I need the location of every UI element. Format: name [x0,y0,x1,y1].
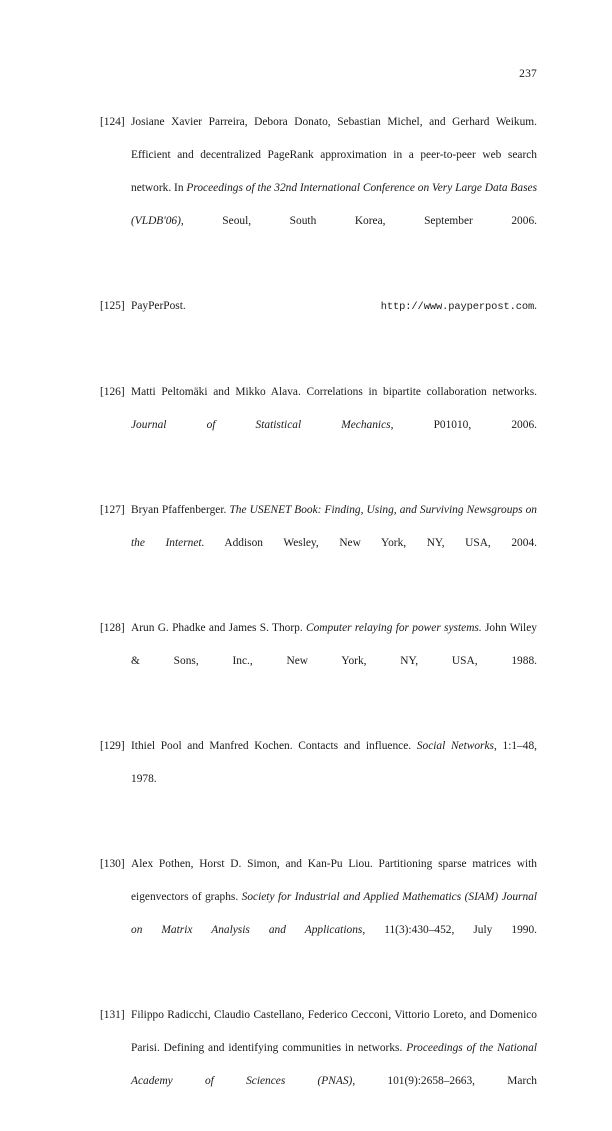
citation-title-italic: Proceedings of the 32nd International Conference on Very Large Data Bases (VLDB'06) [131,182,537,227]
citation-text: Alex Pothen, Horst D. Simon, and Kan-Pu Liou. Partitioning sparse matrices with eigenvectors of graphs. [131,858,537,903]
page-number: 237 [519,68,537,80]
bibliography-entry-text [131,999,537,1131]
citation-text: John Wiley & Sons, Inc., New York, NY, USA, 1988. [131,622,537,667]
bibliography-entry-label: [127] [100,504,125,516]
citation-text: Filippo Radicchi, Claudio Castellano, Federico Cecconi, Vittorio Loreto, and Domenico Parisi. Defining and identifying communities in networks. [131,1009,537,1054]
citation-text: , P01010, 2006. [390,419,537,431]
citation-title-italic: Society for Industrial and Applied Mathematics (SIAM) Journal on Matrix Analysis and Applications [131,891,537,936]
bibliography-entry [100,494,537,593]
citation-text: Matti Peltomäki and Mikko Alava. Correlations in bipartite collaboration networks. [131,386,537,398]
bibliography-entry-text [131,848,537,980]
citation-url: http://www.payperpost.com [380,301,535,313]
bibliography-entry-text [131,494,537,593]
citation-text: Josiane Xavier Parreira, Debora Donato, Sebastian Michel, and Gerhard Weikum. Efficient and decentralized PageRank approximation in a peer-to-peer web search network. In [131,116,537,194]
citation-text: Bryan Pfaffenberger. [131,504,230,516]
citation-text: , 101(9):2658–2663, March [352,1075,537,1087]
bibliography-list [100,106,537,1131]
citation-text: . [534,300,537,312]
bibliography-entry [100,848,537,980]
bibliography-entry [100,999,537,1131]
citation-text: PayPerPost. [131,300,381,312]
bibliography-entry-label: [130] [100,858,125,870]
bibliography-entry-text [131,612,537,711]
citation-title-italic: Computer relaying for power systems. [306,622,482,634]
bibliography-entry-text [131,730,537,829]
citation-title-italic: The USENET Book: Finding, Using, and Surviving Newsgroups on the Internet. [131,504,537,549]
citation-title-italic: Proceedings of the National Academy of Sciences (PNAS) [131,1042,537,1087]
bibliography-entry [100,730,537,829]
bibliography-entry-label: [131] [100,1009,125,1021]
bibliography-entry-text [131,106,537,271]
bibliography-entry [100,290,537,357]
citation-text: Ithiel Pool and Manfred Kochen. Contacts and influence. [131,740,417,752]
citation-text: , 1:1–48, 1978. [131,740,537,785]
bibliography-entry-label: [125] [100,300,125,312]
bibliography-entry-label: [128] [100,622,125,634]
citation-title-italic: Journal of Statistical Mechanics [131,419,391,431]
citation-title-italic: Social Networks [416,740,494,752]
bibliography-entry-label: [126] [100,386,125,398]
citation-text: Addison Wesley, New York, NY, USA, 2004. [204,537,537,549]
bibliography-entry-text [131,376,537,475]
bibliography-entry-label: [124] [100,116,125,128]
bibliography-entry [100,376,537,475]
citation-text: Arun G. Phadke and James S. Thorp. [131,622,307,634]
bibliography-entry [100,106,537,271]
citation-text: , 11(3):430–452, July 1990. [362,924,538,936]
bibliography-entry-text [131,290,537,357]
bibliography-entry-label: [129] [100,740,125,752]
citation-text: , Seoul, South Korea, September 2006. [180,215,537,227]
bibliography-entry [100,612,537,711]
